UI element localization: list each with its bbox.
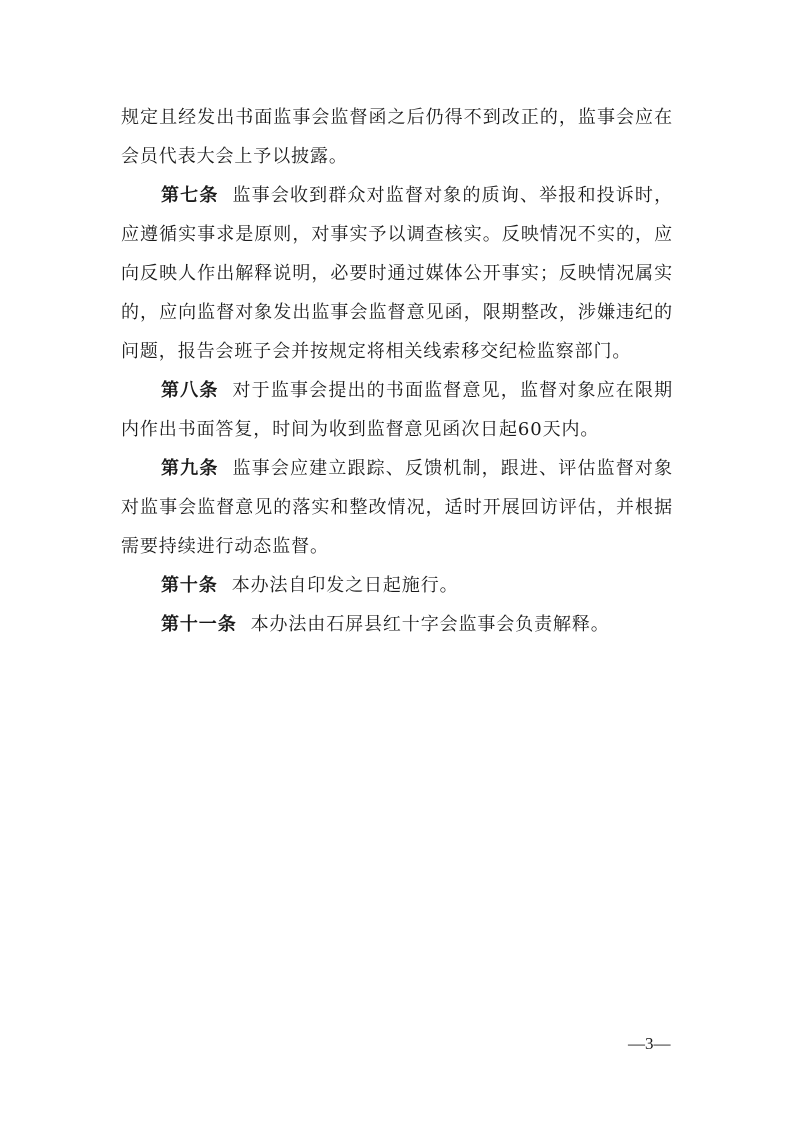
article-9 [121, 449, 673, 566]
article-text: 监事会应建立跟踪、反馈机制，跟进、评估监督对象对监事会监督意见的落实和整改情况，适时开展回访评估，并根据需要持续进行动态监督。 [121, 458, 673, 557]
article-number: 第九条 [161, 458, 219, 479]
article-7 [121, 176, 673, 371]
page-number: —3— [628, 1034, 671, 1053]
article-text: 对于监事会提出的书面监督意见，监督对象应在限期内作出书面答复，时间为收到监督意见函次日起60天内。 [121, 380, 673, 440]
article-number: 第八条 [161, 380, 219, 401]
article-number: 第七条 [161, 185, 219, 206]
article-11 [121, 605, 673, 644]
article-text: 监事会收到群众对监督对象的质询、举报和投诉时，应遵循实事求是原则，对事实予以调查核实。反映情况不实的，应向反映人作出解释说明，必要时通过媒体公开事实；反映情况属实的，应向监督对象发出监事会监督意见函，限期整改，涉嫌违纪的问题，报告会班子会并按规定将相关线索移交纪检监察部门。 [121, 185, 673, 362]
document-body [121, 98, 673, 644]
article-10 [121, 566, 673, 605]
article-8 [121, 371, 673, 449]
article-number: 第十条 [161, 575, 218, 596]
article-text: 本办法由石屏县红十字会监事会负责解释。 [250, 614, 610, 635]
article-number: 第十一条 [161, 614, 237, 635]
continuation-paragraph: 规定且经发出书面监事会监督函之后仍得不到改正的，监事会应在会员代表大会上予以披露。 [121, 107, 673, 167]
article-text: 本办法自印发之日起施行。 [231, 575, 459, 596]
